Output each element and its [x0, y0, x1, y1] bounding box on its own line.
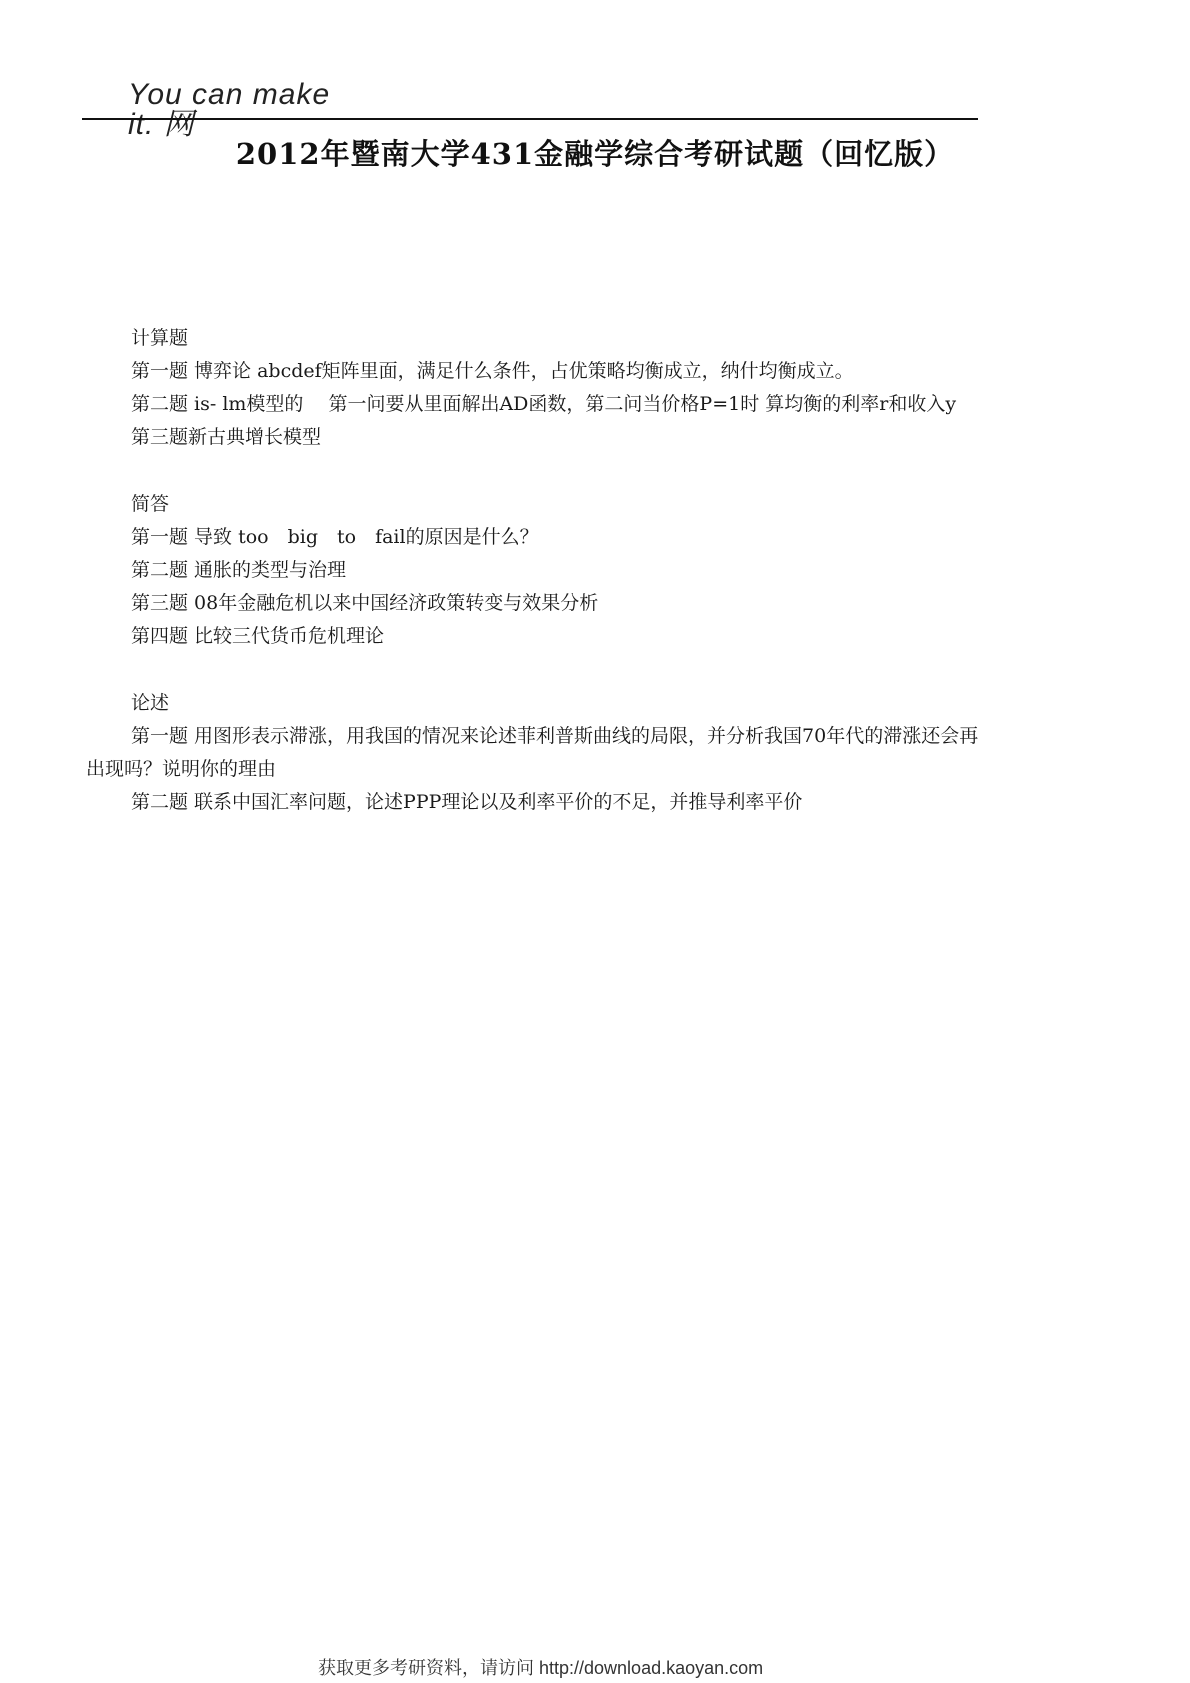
page-title: 2012年暨南大学431金融学综合考研试题（回忆版） [235, 137, 955, 171]
question-item: 第二题 通胀的类型与治理 [131, 559, 347, 581]
question-item: 第一题 博弈论 abcdef矩阵里面，满足什么条件，占优策略均衡成立，纳什均衡成立。 [131, 360, 854, 382]
section-heading: 计算题 [131, 327, 189, 349]
section-calculation [86, 322, 986, 454]
question-item: 第一题 导致 too big to fail的原因是什么？ [131, 526, 539, 548]
document-body [86, 322, 986, 819]
question-item: 第一题 用图形表示滞涨，用我国的情况来论述菲利普斯曲线的局限，并分析我国70年代的滞涨还会再出现吗？说明你的理由 [86, 725, 979, 780]
header-fragment [128, 78, 358, 141]
question-item: 第四题 比较三代货币危机理论 [131, 625, 385, 647]
question-item: 第三题 08年金融危机以来中国经济政策转变与效果分析 [131, 592, 599, 614]
header-rule [82, 118, 978, 120]
question-item: 第二题 联系中国汇率问题，论述PPP理论以及利率平价的不足，并推导利率平价 [131, 791, 803, 813]
question-item: 第二题 is- lm模型的 第一问要从里面解出AD函数，第二问当价格P=1时 算均衡的利率r和收入y [131, 393, 957, 415]
section-essay [86, 687, 986, 819]
question-item: 第三题新古典增长模型 [131, 426, 322, 448]
section-heading: 论述 [131, 692, 170, 714]
section-heading: 简答 [131, 493, 170, 515]
header-fragment-text: You can make it. 网 [128, 78, 331, 141]
section-short-answer [86, 488, 986, 653]
section-spacer [86, 653, 986, 687]
footer-fragment-text: 获取更多考研资料，请访问 http://download.kaoyan.com [318, 1658, 764, 1678]
section-spacer [86, 454, 986, 488]
footer-fragment [318, 1652, 798, 1678]
